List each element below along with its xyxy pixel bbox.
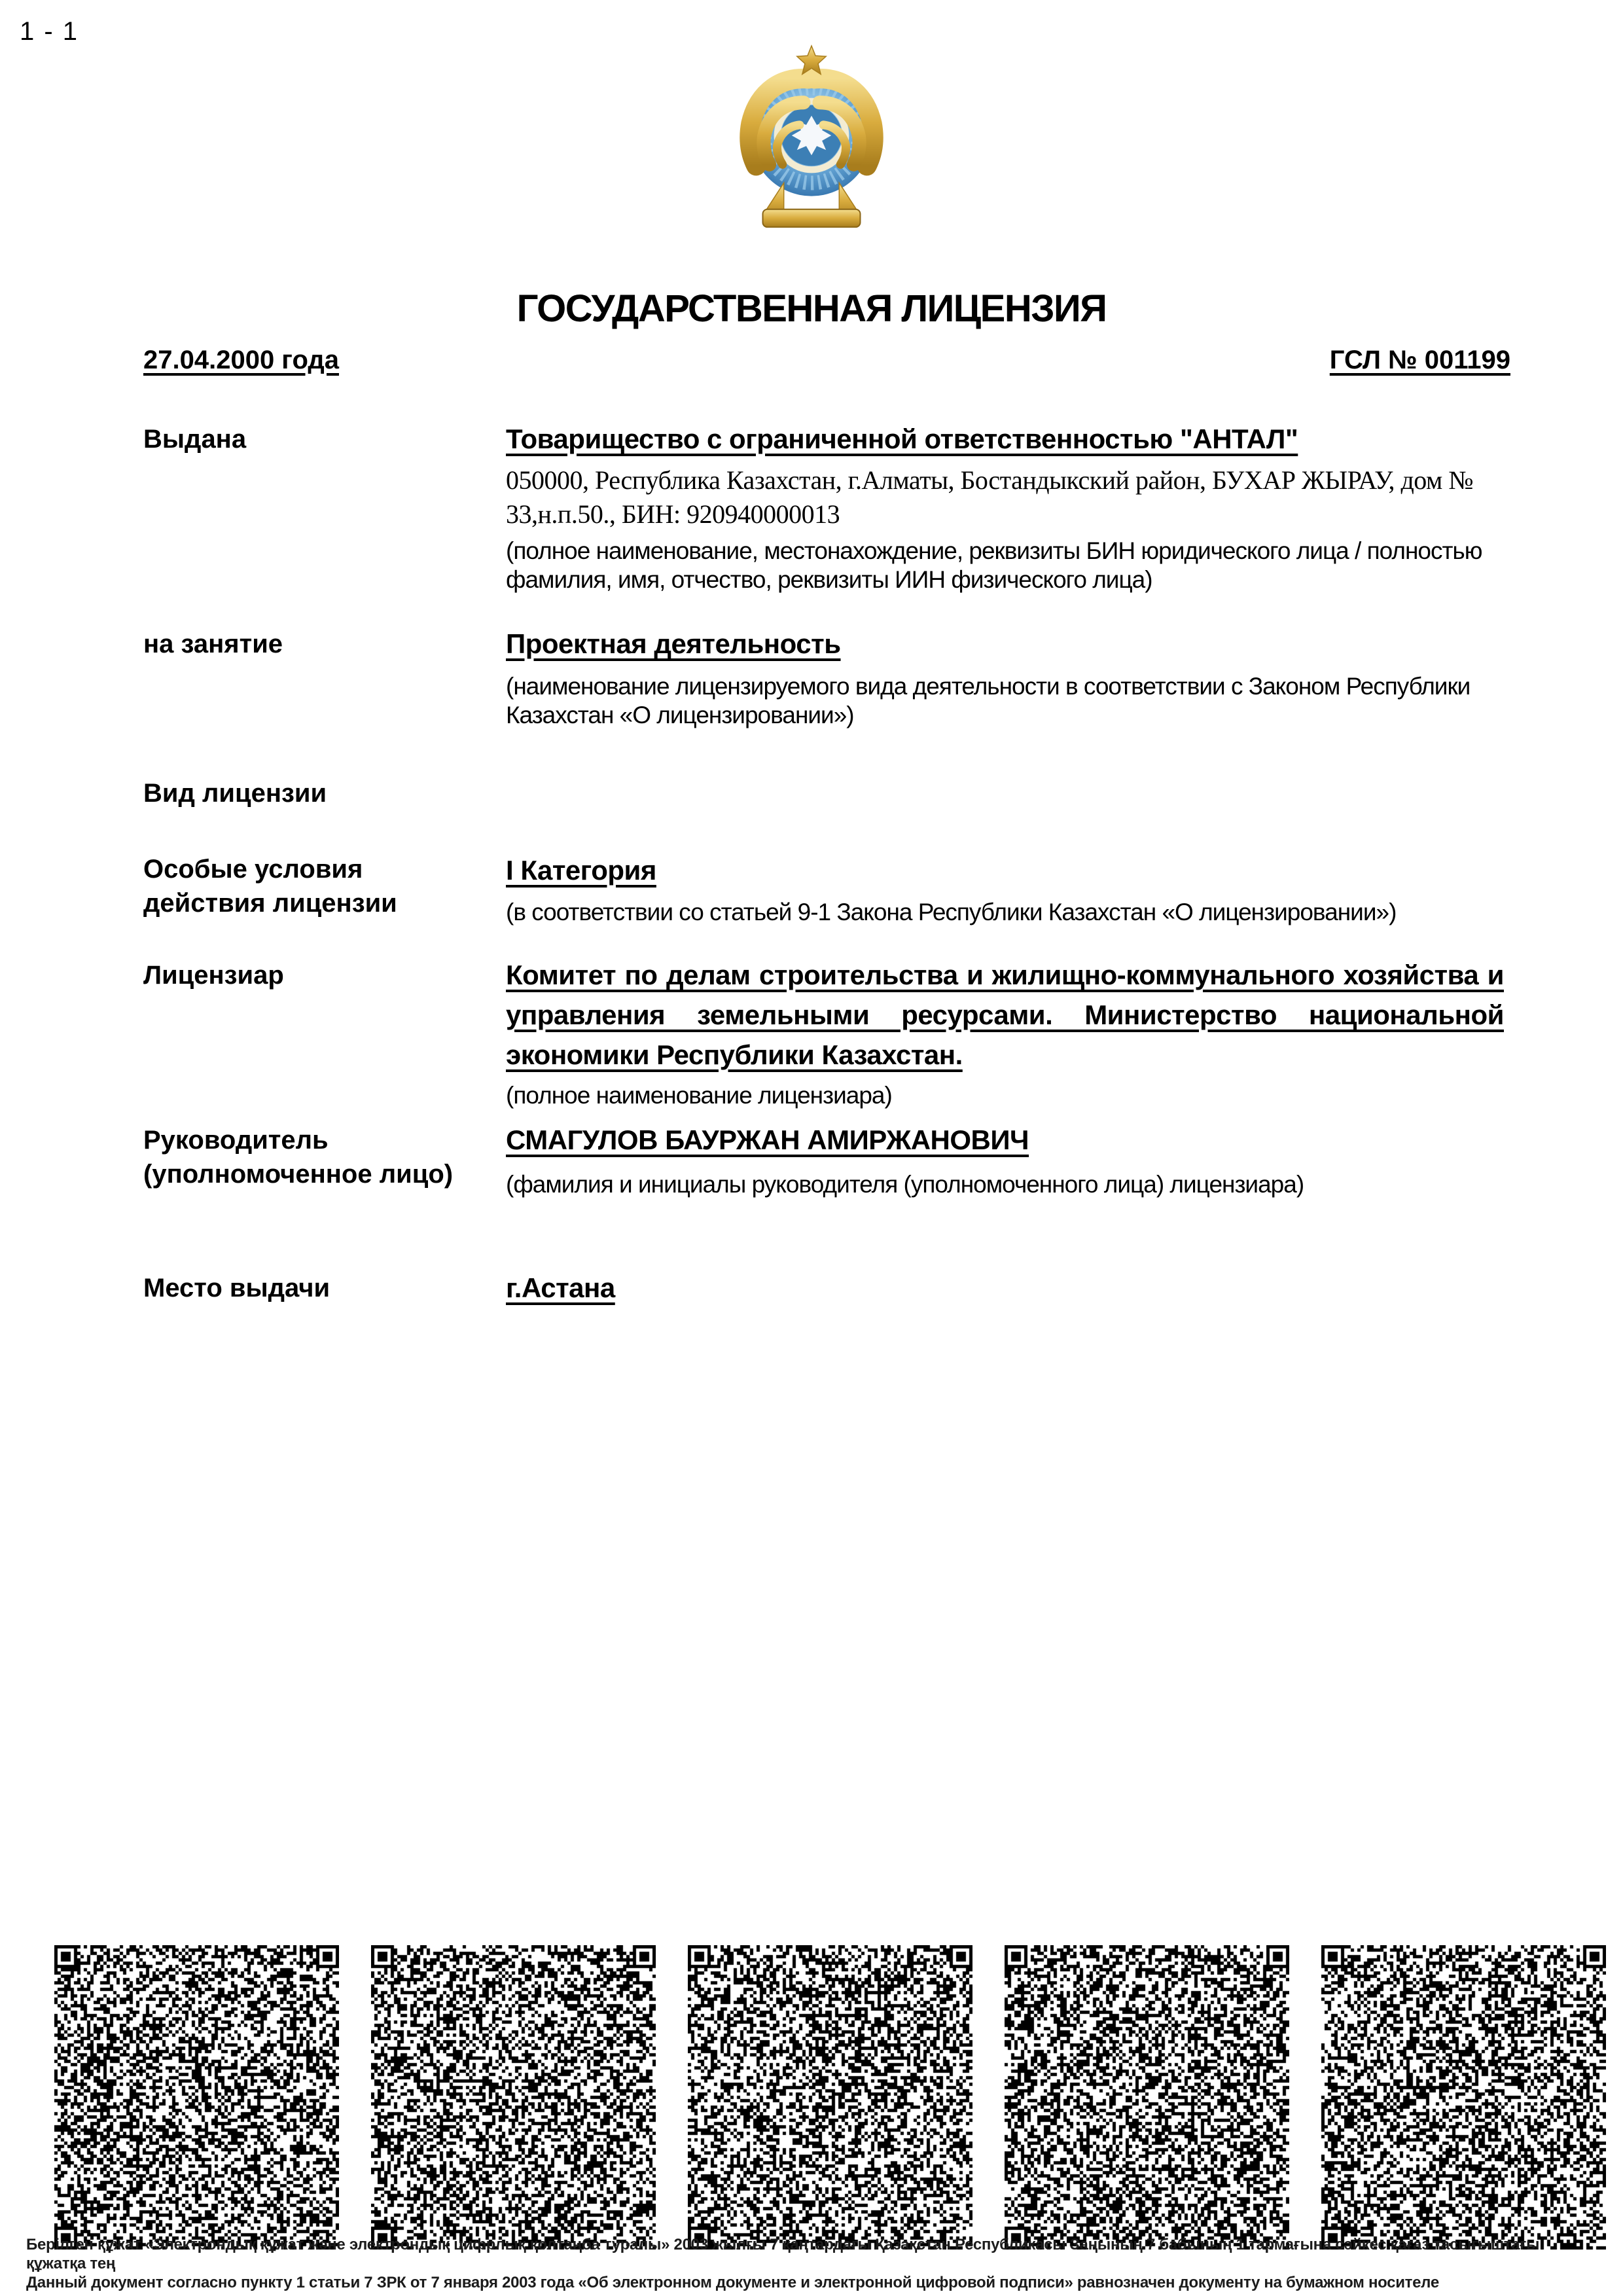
field-label-special-conditions: Особые условия действия лицензии: [143, 855, 397, 918]
field-label-issue-place: Место выдачи: [143, 1274, 330, 1302]
field-note-head: (фамилия и инициалы руководителя (уполномоченного лица) лицензиара): [506, 1171, 1304, 1198]
kazakhstan-coat-of-arms-icon: [726, 39, 897, 238]
license-number: ГСЛ № 001199: [1329, 346, 1510, 374]
qr-code: [371, 1945, 656, 2250]
field-value-issued-to: Товарищество с ограниченной ответственностью "АНТАЛ": [506, 423, 1298, 454]
document-title: ГОСУДАРСТВЕННАЯ ЛИЦЕНЗИЯ: [516, 287, 1107, 330]
legal-footer-line-ru: Данный документ согласно пункту 1 статьи 7 ЗРК от 7 января 2003 года «Об электронном документе и электронной цифровой подписи» равнозначен документу на бумажном носителе: [26, 2274, 1439, 2291]
field-label-licensor: Лицензиар: [143, 961, 284, 990]
qr-code: [1321, 1945, 1606, 2250]
field-label-activity: на занятие: [143, 630, 283, 658]
field-value-activity: Проектная деятельность: [506, 628, 841, 659]
issue-date: 27.04.2000 года: [143, 346, 339, 374]
field-note-licensor: (полное наименование лицензиара): [506, 1082, 892, 1109]
field-note-special-conditions: (в соответствии со статьей 9-1 Закона Республики Казахстан «О лицензировании»): [506, 899, 1397, 925]
field-value-licensor: Комитет по делам строительства и жилищно-коммунального хозяйства и управления земельными ресурсами. Министерство национальной экономики Республики Казахстан.: [506, 960, 1504, 1070]
field-value-issue-place: г.Астана: [506, 1272, 615, 1303]
field-details-issued-to: 050000, Республика Казахстан, г.Алматы, Бостандыкский район, БУХАР ЖЫРАУ, дом № 33,н.п.50., БИН: 920940000013: [506, 465, 1474, 529]
qr-code: [1005, 1945, 1289, 2250]
field-note-issued-to: (полное наименование, местонахождение, реквизиты БИН юридического лица / полностью фамилия, имя, отчество, реквизиты ИИН физического лица): [506, 537, 1482, 594]
qr-code: [688, 1945, 972, 2250]
field-value-head: СМАГУЛОВ БАУРЖАН АМИРЖАНОВИЧ: [506, 1124, 1029, 1155]
digital-signature-qr-strip: [54, 1945, 1606, 2250]
field-note-activity: (наименование лицензируемого вида деятельности в соответствии с Законом Республики Казахстан «О лицензировании»): [506, 673, 1471, 729]
legal-footer-line-kk: Берілген құжат «Электрондық құжат және электрондық цифрлық қолтаңба туралы» 2003 жылғы 7 қаңтардағы Қазақстан Республикасы Заңының 7 бабының 1 тармағына сәйкес қағаз тасығыштағы құжатқа тең: [26, 2236, 1540, 2272]
field-label-issued-to: Выдана: [143, 425, 247, 454]
field-label-license-type: Вид лицензии: [143, 779, 327, 808]
qr-code: [54, 1945, 339, 2250]
field-label-head: Руководитель (уполномоченное лицо): [143, 1126, 454, 1189]
field-value-special-conditions: I Категория: [506, 855, 656, 886]
legal-footer: [26, 2235, 1597, 2292]
page-number: 1 - 1: [20, 17, 79, 46]
